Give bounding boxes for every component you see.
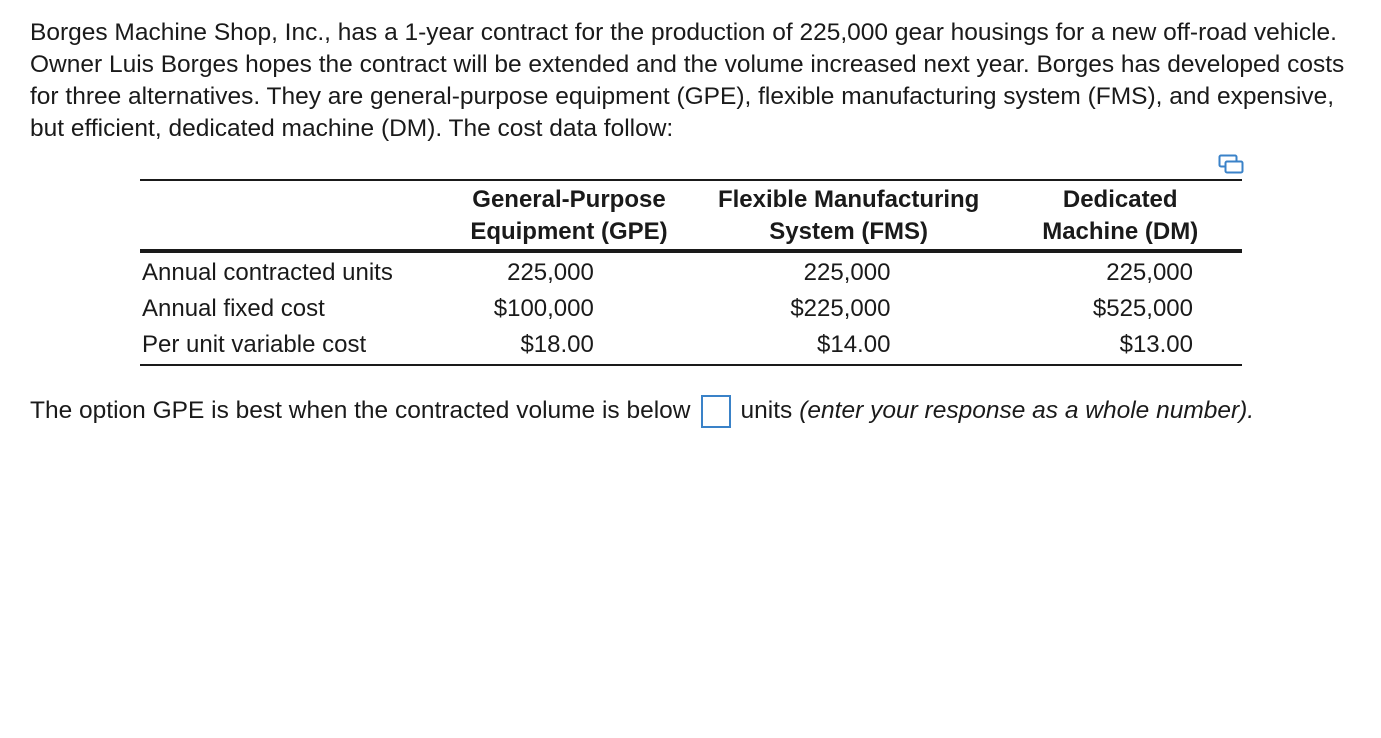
cell-gpe: $18.00: [439, 327, 699, 365]
cell-fms: 225,000: [803, 259, 891, 286]
table-row-variable-cost: [140, 327, 1242, 365]
copy-table-icon[interactable]: [1218, 154, 1244, 174]
cell-dm: $13.00: [998, 327, 1242, 365]
table-header-row: [140, 180, 1242, 251]
header-fms: Flexible Manufacturing System (FMS): [717, 186, 980, 245]
cell-gpe: 225,000: [507, 259, 594, 286]
problem-statement: Borges Machine Shop, Inc., has a 1-year contract for the production of 225,000 gear housings for a new off-road vehicle. Owner Luis Borges hopes the contract will be extended and the volume increased next year. Borges has developed costs for three alternatives. They are general-purpose equipment (GPE), flexible manufacturing system (FMS), and expensive, but efficient, dedicated machine (DM). The cost data follow:: [30, 19, 1345, 142]
cell-dm: $525,000: [1092, 295, 1193, 322]
cost-data-table: [140, 179, 1242, 366]
answer-input[interactable]: [701, 395, 731, 428]
cell-fms: $225,000: [790, 295, 891, 322]
row-label: Annual fixed cost: [142, 295, 325, 322]
question-hint: (enter your response as a whole number).: [799, 397, 1255, 424]
question-prefix: The option GPE is best when the contracted volume is below: [30, 397, 691, 424]
cell-fms: $14.00: [699, 327, 999, 365]
question-suffix: units: [740, 397, 793, 424]
cell-dm: 225,000: [1106, 259, 1193, 286]
header-blank: [140, 180, 439, 251]
cell-gpe: $100,000: [493, 295, 594, 322]
row-label: Annual contracted units: [142, 259, 393, 286]
row-label: Per unit variable cost: [140, 327, 439, 365]
header-dm: Dedicated Machine (DM): [1042, 186, 1199, 245]
table-row-fixed-cost: [140, 291, 1242, 327]
table-row-annual-units: [140, 251, 1242, 291]
question-line: [30, 393, 1254, 429]
header-gpe: General-Purpose Equipment (GPE): [470, 186, 668, 245]
